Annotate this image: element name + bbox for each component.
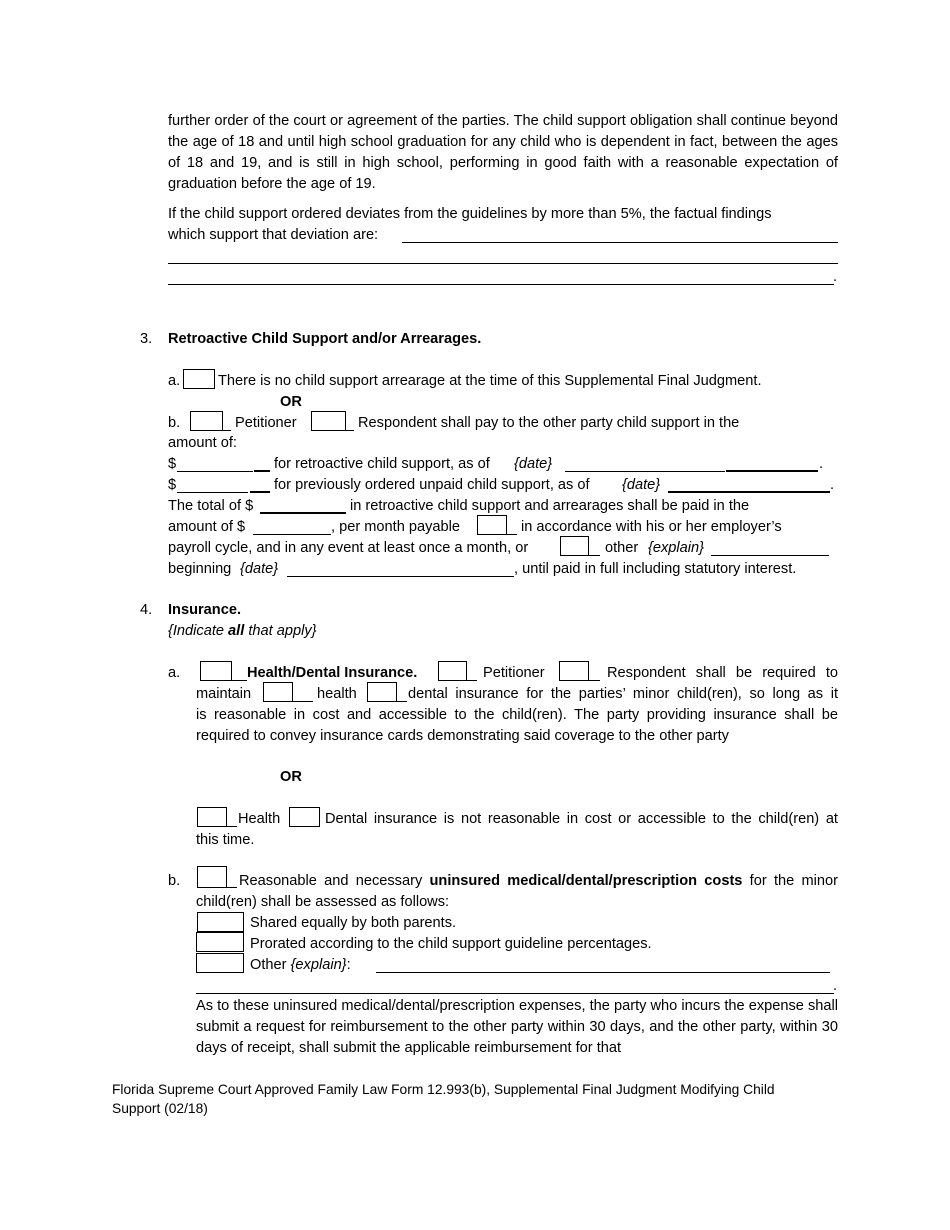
prev-date-token: {date} bbox=[622, 477, 661, 493]
or-separator-3: OR bbox=[280, 394, 302, 410]
retro-date-field[interactable] bbox=[565, 471, 725, 472]
indicate-all-instruction: {Indicate all that apply} bbox=[168, 623, 317, 639]
dollar-sign: $ bbox=[168, 477, 177, 493]
no-arrearage-checkbox[interactable] bbox=[183, 369, 215, 389]
beginning-date-token: {date} bbox=[240, 561, 279, 577]
retro-text: for retroactive child support, as of bbox=[274, 456, 490, 472]
item-3a-text: There is no child support arrearage at the time of this Supplemental Final Judgment. bbox=[218, 373, 762, 389]
section-4-number: 4. bbox=[140, 602, 153, 618]
underline-stub bbox=[293, 701, 313, 702]
period-mark: . bbox=[819, 456, 824, 472]
dental-insurance-text: dental insurance for the parties’ minor child(ren), so long as it bbox=[408, 686, 838, 702]
deviation-findings-field-2[interactable] bbox=[168, 263, 838, 264]
uninsured-costs-checkbox[interactable] bbox=[197, 866, 227, 888]
until-text: , until paid in full including statutory interest. bbox=[514, 561, 797, 577]
other-text: other bbox=[605, 540, 639, 556]
beginning-text: beginning bbox=[168, 561, 232, 577]
other-assessment-field-2[interactable] bbox=[196, 993, 834, 994]
underline-stub bbox=[397, 701, 407, 702]
prev-text: for previously ordered unpaid child support, as of bbox=[274, 477, 590, 493]
or-separator-4: OR bbox=[280, 769, 302, 785]
period-mark: . bbox=[833, 269, 838, 285]
explain-token: {explain} bbox=[648, 540, 704, 556]
not-reasonable-text: Dental insurance is not reasonable in cost or accessible to the child(ren) at bbox=[325, 811, 838, 827]
respondent-pays-checkbox[interactable] bbox=[311, 411, 346, 431]
amount-prefix: amount of $ bbox=[168, 519, 246, 535]
total-suffix: in retroactive child support and arrearages shall be paid in the bbox=[350, 498, 750, 514]
underline-stub bbox=[507, 534, 517, 535]
petitioner-pays-checkbox[interactable] bbox=[190, 411, 223, 431]
health-dental-title: Health/Dental Insurance. bbox=[247, 665, 418, 681]
underline-stub bbox=[227, 826, 237, 827]
prev-amount-field[interactable] bbox=[177, 492, 248, 493]
petitioner-label: Petitioner bbox=[483, 665, 545, 681]
period-mark: . bbox=[830, 477, 835, 493]
beginning-date-field[interactable] bbox=[287, 576, 514, 577]
footer-line-1: Florida Supreme Court Approved Family Law Form 12.993(b), Supplemental Final Judgment Modifying Child bbox=[112, 1082, 775, 1097]
continuation-paragraph: further order of the court or agreement of the parties. The child support obligation shall continue beyond the age of 18 and until high school graduation for any child who is dependent in fact, between the ages of 18 and 19, and is still in high school, performing in good faith with a reasonable expectation of graduation before the age of 19. bbox=[168, 113, 838, 192]
amount-of-label: amount of: bbox=[168, 435, 237, 451]
petitioner-insurance-checkbox[interactable] bbox=[438, 661, 467, 681]
deviation-line-2: which support that deviation are: bbox=[168, 227, 379, 243]
petitioner-label: Petitioner bbox=[235, 415, 297, 431]
other-assessment-checkbox[interactable] bbox=[196, 953, 244, 973]
prorated-checkbox[interactable] bbox=[196, 932, 244, 952]
item-4a-line-4: required to convey insurance cards demonstrating said coverage to the other party bbox=[196, 728, 729, 744]
employer-text: in accordance with his or her employer’s bbox=[521, 519, 782, 535]
health-label: health bbox=[317, 686, 357, 702]
monthly-amount-field[interactable] bbox=[253, 534, 331, 535]
section-3-title: Retroactive Child Support and/or Arrearages. bbox=[168, 331, 482, 347]
maintain-health-checkbox[interactable] bbox=[263, 682, 293, 702]
retro-date-token: {date} bbox=[514, 456, 553, 472]
dental-not-reasonable-checkbox[interactable] bbox=[289, 807, 320, 827]
item-4b-label: b. bbox=[168, 873, 181, 889]
payroll-cycle-checkbox[interactable] bbox=[477, 515, 507, 535]
shared-equally-checkbox[interactable] bbox=[197, 912, 244, 932]
section-3-number: 3. bbox=[140, 331, 153, 347]
other-assessment-field-1[interactable] bbox=[376, 972, 830, 973]
assessed-as-follows: child(ren) shall be assessed as follows: bbox=[196, 894, 450, 910]
other-schedule-field[interactable] bbox=[711, 555, 829, 556]
underline-stub bbox=[223, 430, 231, 431]
respondent-required-text: Respondent shall be required to bbox=[607, 665, 838, 681]
shared-equally-label: Shared equally by both parents. bbox=[250, 915, 457, 931]
respondent-insurance-checkbox[interactable] bbox=[559, 661, 589, 681]
underline-stub bbox=[232, 680, 247, 681]
section-4-title: Insurance. bbox=[168, 602, 241, 618]
deviation-findings-field-1[interactable] bbox=[402, 242, 838, 243]
underline-stub bbox=[254, 470, 270, 472]
maintain-label: maintain bbox=[196, 686, 252, 702]
respondent-label: Respondent shall pay to the other party child support in the bbox=[358, 415, 740, 431]
item-3b-label: b. bbox=[168, 415, 181, 431]
payroll-text: payroll cycle, and in any event at least once a month, or bbox=[168, 540, 529, 556]
health-label-2: Health bbox=[238, 811, 281, 827]
underline-stub bbox=[227, 887, 237, 888]
reimbursement-paragraph: As to these uninsured medical/dental/prescription expenses, the party who incurs the expense shall submit a request for reimbursement to the other party within 30 days, and the other party, within 30 days of receipt, shall submit the applicable reimbursement for that bbox=[196, 998, 838, 1056]
underline-stub bbox=[726, 470, 818, 472]
item-3a-label: a. bbox=[168, 373, 181, 389]
other-assessment-label: Other {explain}: bbox=[250, 957, 351, 973]
deviation-findings-field-3[interactable] bbox=[168, 284, 834, 285]
item-4a-label: a. bbox=[168, 665, 181, 681]
underline-stub bbox=[346, 430, 354, 431]
uninsured-costs-text: Reasonable and necessary uninsured medical/dental/prescription costs for the minor bbox=[239, 873, 838, 889]
prorated-label: Prorated according to the child support guideline percentages. bbox=[250, 936, 652, 952]
this-time-text: this time. bbox=[196, 832, 255, 848]
per-month-text: , per month payable bbox=[331, 519, 460, 535]
prev-date-field[interactable] bbox=[668, 491, 830, 493]
dollar-sign: $ bbox=[168, 456, 177, 472]
underline-stub bbox=[250, 491, 270, 493]
footer-line-2: Support (02/18) bbox=[112, 1101, 208, 1116]
period-mark: . bbox=[833, 978, 838, 994]
deviation-line-1: If the child support ordered deviates from the guidelines by more than 5%, the factual findings bbox=[168, 206, 772, 222]
retro-amount-field[interactable] bbox=[177, 471, 253, 472]
other-schedule-checkbox[interactable] bbox=[560, 536, 589, 556]
health-not-reasonable-checkbox[interactable] bbox=[197, 807, 227, 827]
underline-stub bbox=[589, 555, 600, 556]
maintain-dental-checkbox[interactable] bbox=[367, 682, 397, 702]
underline-stub bbox=[589, 680, 600, 681]
health-dental-insurance-checkbox[interactable] bbox=[200, 661, 232, 681]
item-4a-line-3: is reasonable in cost and accessible to the child(ren). The party providing insurance shall be bbox=[196, 707, 838, 723]
underline-stub bbox=[467, 680, 477, 681]
total-amount-field[interactable] bbox=[260, 512, 346, 514]
total-prefix: The total of $ bbox=[168, 498, 254, 514]
